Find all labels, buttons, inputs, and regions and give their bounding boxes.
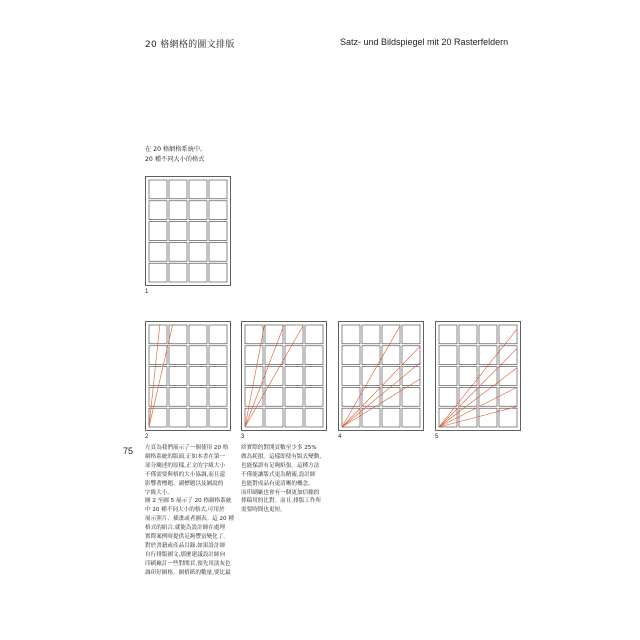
body-line: 對於書籍或產品目錄,如果設計師 <box>145 542 226 549</box>
body-line: 格式的組合,就能為設計師在處理 <box>145 525 226 532</box>
page-frame <box>146 177 231 286</box>
body-line: 字級大小。 <box>145 489 173 496</box>
body-line: 做為耗損。這樣即使有版式變動, <box>241 453 322 460</box>
figure-label-5: 5 <box>435 434 439 440</box>
body-line: 需要時間也更短。 <box>241 507 286 514</box>
body-line: 網格系統的版面,正如本書在第一 <box>145 453 226 460</box>
figure-label-3: 3 <box>241 434 245 440</box>
body-line: 而印刷廠也會有一個更加信賴的 <box>241 489 320 496</box>
grid-figure-2 <box>145 321 231 431</box>
page-frame <box>339 322 424 431</box>
header-right-title: Satz- und Bildspiegel mit 20 Rasterfeldern <box>340 37 509 47</box>
body-line: 排稿用的比對。而且,排版工作所 <box>241 498 322 505</box>
body-line: 實際案例時提供足夠豐富變化了。 <box>145 534 229 541</box>
body-line: 也能對成品有更清晰的概念。 <box>241 480 314 487</box>
body-line: 不僅能讓版式更為精確,設計師 <box>241 471 316 478</box>
body-line: 展示照片、插畫或者圖表。這 20 種 <box>145 516 234 523</box>
body-line: 調印好網格。網格紙的數量,要比最 <box>145 569 231 576</box>
body-line: 終實際的對開頁數至少多 25% <box>241 445 317 451</box>
body-text-column-2 <box>241 444 333 515</box>
figure-caption <box>145 145 204 165</box>
body-line: 部分闡述的原樣,正文的字級大小 <box>145 462 226 469</box>
body-line: 影響著標題、副標題以及圖說的 <box>145 480 224 487</box>
body-line: 自行排版圖文,那麼建議設計師向 <box>145 551 226 558</box>
header-left-title: 20 格網格的圖文排版 <box>145 40 235 50</box>
figure-label-4: 4 <box>338 434 342 440</box>
body-line: 也能保證有足夠紙張。這種方法 <box>241 462 320 469</box>
figure-caption-line-1: 在 20 格網格系統中, <box>145 146 203 153</box>
grid-figure-4 <box>338 321 424 431</box>
figure-label-1: 1 <box>145 289 149 295</box>
body-line: 圖 2 至圖 5 展示了 20 格網格系統 <box>145 498 232 505</box>
grid-figure-3 <box>241 321 327 431</box>
figure-label-2: 2 <box>145 434 149 440</box>
grid-figure-1 <box>145 176 231 286</box>
body-line: 不僅需要與格的大小協調,而且還 <box>145 471 226 478</box>
body-line: 中 20 種不同大小的格式,可用於 <box>145 507 225 514</box>
body-line: 左頁為我們展示了一個使用 20 格 <box>145 445 229 451</box>
body-line: 印刷廠訂一些對開頁,預先用淡灰色 <box>145 560 231 567</box>
page-frame <box>436 322 521 431</box>
grid-figure-5 <box>435 321 521 431</box>
page-number: 75 <box>123 446 134 456</box>
body-text-column-1 <box>145 444 237 578</box>
figure-caption-line-2: 20 種不同大小的格式 <box>145 156 205 163</box>
page-frame <box>242 322 327 431</box>
